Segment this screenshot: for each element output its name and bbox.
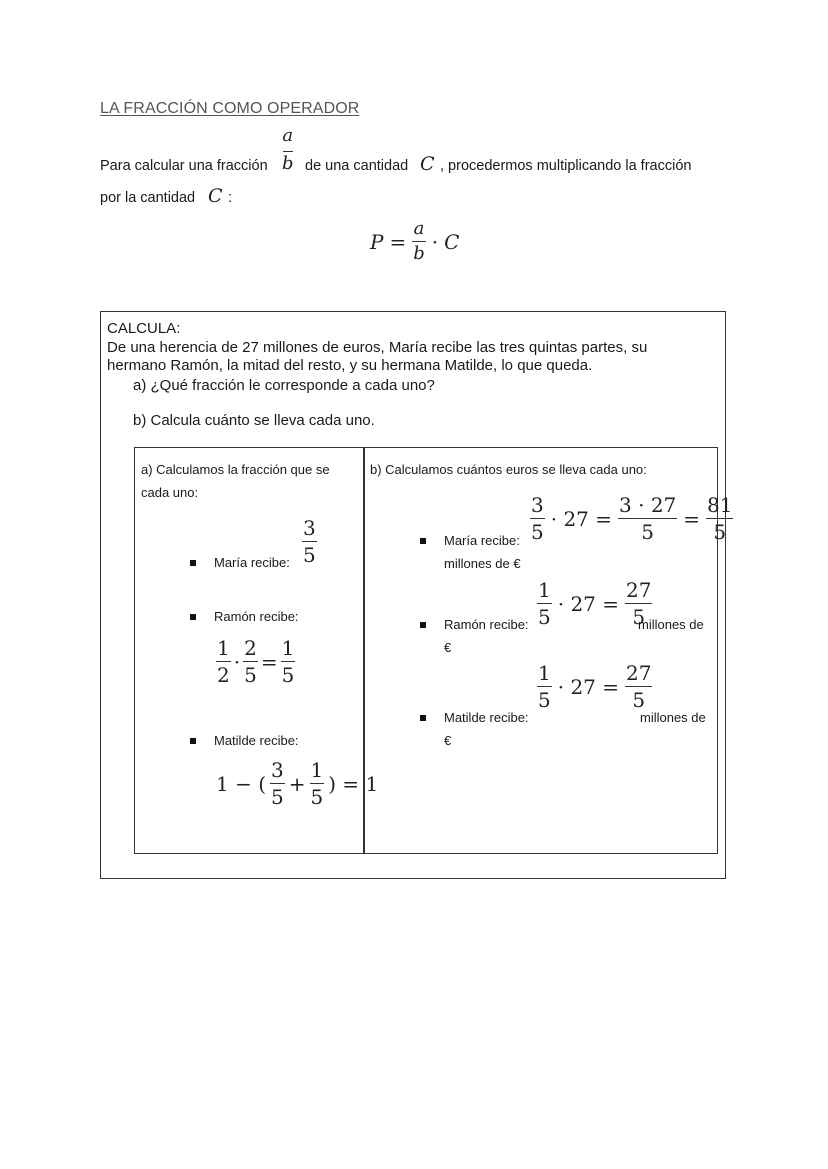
right-ramon-unit: millones de <box>638 617 704 632</box>
fraction-bar <box>310 783 325 784</box>
intro-line2-var-c: C <box>208 185 223 207</box>
right-ramon-expression <box>537 580 652 627</box>
fraction-bar <box>537 603 552 604</box>
fraction-numerator: 3 <box>303 516 316 540</box>
fraction-denominator: 5 <box>271 785 284 809</box>
fraction-denominator: 5 <box>538 688 551 712</box>
intro-fraction-a-b <box>282 127 294 173</box>
right-maria-expression <box>530 495 733 542</box>
operator-multiply: · 27 = <box>550 506 613 531</box>
fraction-numerator: a <box>282 125 294 146</box>
right-column-header: b) Calculamos cuántos euros se lleva cada uno: <box>370 462 647 477</box>
formula <box>370 220 459 263</box>
left-matilde-label: Matilde recibe: <box>214 733 299 748</box>
operator-equals: = <box>260 649 278 674</box>
fraction-denominator: 5 <box>713 520 727 544</box>
fraction-bar <box>243 661 258 662</box>
fraction-denominator: 5 <box>281 663 295 687</box>
left-matilde-expression <box>216 760 378 807</box>
operator-multiply: · 27 = <box>557 674 620 699</box>
fraction-bar <box>537 686 552 687</box>
fraction-bar <box>625 603 652 604</box>
fraction-numerator: 2 <box>244 636 257 660</box>
intro-text-part1: Para calcular una fracción <box>100 158 268 174</box>
fraction-bar <box>625 686 652 687</box>
intro-text-part3: , procedermos multiplicando la fracción <box>440 158 692 174</box>
fraction-numerator: 3 · 27 <box>619 493 677 517</box>
operator-plus: + <box>288 771 306 796</box>
fraction-denominator: 2 <box>217 663 230 687</box>
left-column-header-line2: cada uno: <box>141 485 199 500</box>
exercise-statement-line1: De una herencia de 27 millones de euros, María recibe las tres quintas partes, su <box>107 339 648 356</box>
formula-dot: · <box>431 229 439 254</box>
fraction-numerator: 1 <box>538 578 551 602</box>
left-column-header-line1: a) Calculamos la fracción que se <box>141 462 330 477</box>
expression-prefix: 1 − ( <box>216 771 266 796</box>
expression-suffix: ) = 1 <box>328 771 379 796</box>
fraction-denominator: 5 <box>538 605 551 629</box>
left-maria-fraction <box>302 518 317 565</box>
operator-equals: = <box>683 506 701 531</box>
bullet-icon <box>190 614 196 620</box>
fraction-numerator: 27 <box>626 578 652 602</box>
bullet-icon <box>190 738 196 744</box>
bullet-icon <box>420 715 426 721</box>
fraction-bar <box>302 541 317 542</box>
fraction-bar <box>283 151 293 152</box>
right-maria-unit: millones de € <box>444 556 521 571</box>
fraction-denominator: 5 <box>303 543 316 567</box>
fraction-bar <box>530 518 545 519</box>
right-matilde-label: Matilde recibe: <box>444 710 529 725</box>
fraction-bar <box>216 661 231 662</box>
fraction-denominator: 5 <box>632 605 646 629</box>
right-ramon-unit-line: € <box>444 640 452 655</box>
left-maria-label: María recibe: <box>214 555 290 570</box>
fraction-bar <box>270 783 285 784</box>
exercise-heading: CALCULA: <box>107 320 181 337</box>
fraction-denominator: b <box>282 153 294 174</box>
fraction-denominator: 5 <box>641 520 654 544</box>
bullet-icon <box>190 560 196 566</box>
exercise-question-b: b) Calcula cuánto se lleva cada uno. <box>133 412 375 429</box>
left-ramon-label: Ramón recibe: <box>214 609 299 624</box>
fraction-numerator: 1 <box>281 636 295 660</box>
formula-fraction <box>412 220 426 263</box>
formula-numerator: a <box>413 218 425 239</box>
fraction-numerator: 27 <box>626 661 652 685</box>
fraction-denominator: 5 <box>632 688 646 712</box>
exercise-statement-line2: hermano Ramón, la mitad del resto, y su hermana Matilde, lo que queda. <box>107 357 593 374</box>
formula-equals: = <box>389 229 407 254</box>
operator-dot: · <box>233 649 241 674</box>
intro-var-c: C <box>420 153 435 175</box>
fraction-numerator: 3 <box>531 493 544 517</box>
fraction-numerator: 3 <box>271 758 284 782</box>
fraction-bar <box>412 241 426 242</box>
intro-line2: por la cantidad <box>100 190 196 206</box>
right-matilde-unit-line: € <box>444 733 452 748</box>
fraction-numerator: 81 <box>707 493 733 517</box>
operator-multiply: · 27 = <box>557 591 620 616</box>
right-maria-label: María recibe: <box>444 533 520 548</box>
intro-text-part2: de una cantidad <box>305 158 409 174</box>
fraction-denominator: 5 <box>244 663 257 687</box>
left-ramon-expression <box>216 638 295 685</box>
bullet-icon <box>420 538 426 544</box>
document-title: LA FRACCIÓN COMO OPERADOR <box>100 100 360 117</box>
right-matilde-unit: millones de <box>640 710 706 725</box>
fraction-bar <box>618 518 677 519</box>
right-ramon-label: Ramón recibe: <box>444 617 529 632</box>
fraction-numerator: 1 <box>217 636 230 660</box>
bullet-icon <box>420 622 426 628</box>
formula-rhs: C <box>444 229 460 254</box>
formula-lhs: P <box>370 229 384 254</box>
intro-line2-colon: : <box>228 190 233 206</box>
fraction-bar <box>281 661 296 662</box>
fraction-denominator: 5 <box>531 520 544 544</box>
exercise-question-a: a) ¿Qué fracción le corresponde a cada uno? <box>133 377 435 394</box>
fraction-numerator: 1 <box>310 758 324 782</box>
fraction-denominator: 5 <box>310 785 324 809</box>
fraction-bar <box>706 518 733 519</box>
fraction-numerator: 1 <box>538 661 551 685</box>
right-matilde-expression <box>537 663 652 710</box>
formula-denominator: b <box>413 243 425 264</box>
